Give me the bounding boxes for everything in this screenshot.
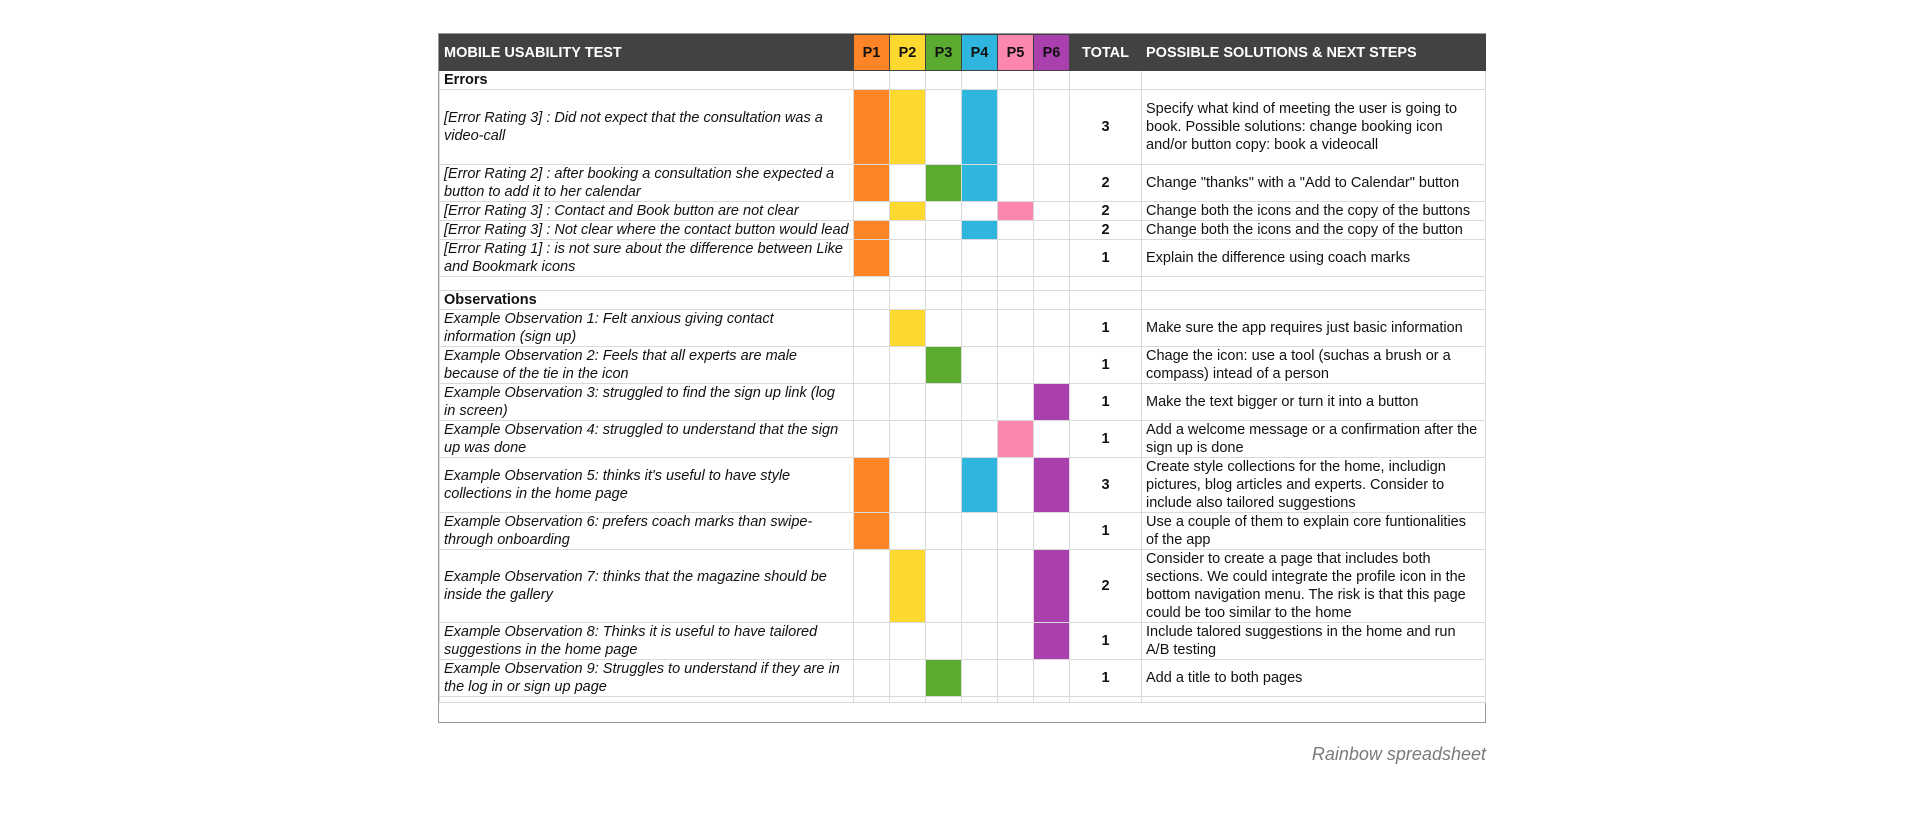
header-solutions[interactable]: POSSIBLE SOLUTIONS & NEXT STEPS — [1142, 35, 1486, 71]
issue-cell[interactable]: Example Observation 5: thinks it's useful to have style collections in the home page — [440, 458, 854, 513]
table-row — [440, 550, 1486, 623]
participant-cell-p5[interactable] — [998, 623, 1034, 660]
header-p2[interactable]: P2 — [890, 35, 926, 71]
participant-cell-p3[interactable] — [926, 347, 962, 384]
empty-cell[interactable] — [998, 291, 1034, 310]
participant-cell-p2[interactable] — [890, 165, 926, 202]
solution-cell[interactable]: Use a couple of them to explain core funtionalities of the app — [1142, 513, 1486, 550]
table-row — [440, 421, 1486, 458]
header-row — [440, 35, 1486, 71]
participant-cell-p2[interactable] — [890, 310, 926, 347]
participant-cell-p2[interactable] — [890, 221, 926, 240]
issue-cell[interactable]: Example Observation 3: struggled to find the sign up link (log in screen) — [440, 384, 854, 421]
participant-cell-p3[interactable] — [926, 90, 962, 165]
empty-cell[interactable] — [1070, 291, 1142, 310]
empty-cell[interactable] — [962, 277, 998, 291]
solution-cell[interactable]: Change both the icons and the copy of the button — [1142, 221, 1486, 240]
empty-cell[interactable] — [1142, 277, 1486, 291]
participant-cell-p6[interactable] — [1034, 421, 1070, 458]
solution-cell[interactable]: Chage the icon: use a tool (suchas a brush or a compass) intead of a person — [1142, 347, 1486, 384]
participant-cell-p3[interactable] — [926, 513, 962, 550]
participant-cell-p5[interactable] — [998, 513, 1034, 550]
participant-cell-p5[interactable] — [998, 165, 1034, 202]
empty-cell[interactable] — [998, 71, 1034, 90]
table-row — [440, 384, 1486, 421]
participant-cell-p5[interactable] — [998, 660, 1034, 697]
solution-cell[interactable]: Include talored suggestions in the home and run A/B testing — [1142, 623, 1486, 660]
empty-cell[interactable] — [890, 291, 926, 310]
participant-cell-p2[interactable] — [890, 623, 926, 660]
empty-cell[interactable] — [890, 697, 926, 703]
solution-cell[interactable]: Make sure the app requires just basic information — [1142, 310, 1486, 347]
issue-cell[interactable]: [Error Rating 2] : after booking a consultation she expected a button to add it to her calendar — [440, 165, 854, 202]
participant-cell-p5[interactable] — [998, 458, 1034, 513]
empty-cell[interactable] — [1070, 277, 1142, 291]
participant-cell-p1[interactable] — [854, 90, 890, 165]
participant-cell-p3[interactable] — [926, 165, 962, 202]
participant-cell-p4[interactable] — [962, 347, 998, 384]
participant-cell-p1[interactable] — [854, 660, 890, 697]
participant-cell-p6[interactable] — [1034, 310, 1070, 347]
table-row — [440, 660, 1486, 697]
participant-cell-p1[interactable] — [854, 165, 890, 202]
participant-cell-p1[interactable] — [854, 421, 890, 458]
participant-cell-p1[interactable] — [854, 240, 890, 277]
total-cell[interactable]: 1 — [1070, 513, 1142, 550]
empty-cell[interactable] — [926, 291, 962, 310]
empty-cell[interactable] — [962, 71, 998, 90]
issue-cell[interactable]: Example Observation 6: prefers coach marks than swipe-through onboarding — [440, 513, 854, 550]
empty-cell[interactable] — [962, 697, 998, 703]
empty-cell[interactable] — [1034, 71, 1070, 90]
participant-cell-p4[interactable] — [962, 660, 998, 697]
solution-cell[interactable]: Consider to create a page that includes both sections. We could integrate the profile icon in the bottom navigation menu. The risk is that this page could be too similar to the home — [1142, 550, 1486, 623]
participant-cell-p3[interactable] — [926, 421, 962, 458]
empty-cell[interactable] — [962, 291, 998, 310]
participant-cell-p1[interactable] — [854, 384, 890, 421]
participant-cell-p5[interactable] — [998, 202, 1034, 221]
participant-cell-p5[interactable] — [998, 550, 1034, 623]
total-cell[interactable]: 1 — [1070, 310, 1142, 347]
participant-cell-p6[interactable] — [1034, 384, 1070, 421]
participant-cell-p4[interactable] — [962, 165, 998, 202]
participant-cell-p2[interactable] — [890, 347, 926, 384]
empty-cell[interactable] — [1034, 277, 1070, 291]
empty-cell[interactable] — [926, 697, 962, 703]
participant-cell-p3[interactable] — [926, 660, 962, 697]
table-row — [440, 623, 1486, 660]
empty-cell[interactable] — [854, 697, 890, 703]
empty-cell[interactable] — [926, 277, 962, 291]
participant-cell-p1[interactable] — [854, 513, 890, 550]
participant-cell-p3[interactable] — [926, 202, 962, 221]
participant-cell-p2[interactable] — [890, 90, 926, 165]
table-row — [440, 458, 1486, 513]
issue-cell[interactable]: [Error Rating 3] : Contact and Book button are not clear — [440, 202, 854, 221]
participant-cell-p1[interactable] — [854, 221, 890, 240]
issue-cell[interactable]: [Error Rating 3] : Not clear where the contact button would lead — [440, 221, 854, 240]
section-title-errors[interactable]: Errors — [440, 71, 854, 90]
participant-cell-p6[interactable] — [1034, 221, 1070, 240]
header-title[interactable]: MOBILE USABILITY TEST — [440, 35, 854, 71]
participant-cell-p5[interactable] — [998, 310, 1034, 347]
header-p3[interactable]: P3 — [926, 35, 962, 71]
empty-cell[interactable] — [1142, 71, 1486, 90]
total-cell[interactable]: 1 — [1070, 347, 1142, 384]
total-cell[interactable]: 2 — [1070, 221, 1142, 240]
participant-cell-p6[interactable] — [1034, 550, 1070, 623]
solution-cell[interactable]: Change both the icons and the copy of the buttons — [1142, 202, 1486, 221]
issue-cell[interactable]: [Error Rating 1] : is not sure about the difference between Like and Bookmark icons — [440, 240, 854, 277]
issue-cell[interactable]: Example Observation 1: Felt anxious giving contact information (sign up) — [440, 310, 854, 347]
empty-cell[interactable] — [890, 277, 926, 291]
solution-cell[interactable]: Add a welcome message or a confirmation after the sign up is done — [1142, 421, 1486, 458]
empty-cell[interactable] — [998, 277, 1034, 291]
participant-cell-p6[interactable] — [1034, 202, 1070, 221]
participant-cell-p2[interactable] — [890, 513, 926, 550]
participant-cell-p5[interactable] — [998, 347, 1034, 384]
empty-cell[interactable] — [440, 277, 854, 291]
participant-cell-p6[interactable] — [1034, 90, 1070, 165]
participant-cell-p4[interactable] — [962, 623, 998, 660]
participant-cell-p5[interactable] — [998, 90, 1034, 165]
participant-cell-p2[interactable] — [890, 384, 926, 421]
total-cell[interactable]: 1 — [1070, 660, 1142, 697]
participant-cell-p4[interactable] — [962, 221, 998, 240]
empty-cell[interactable] — [1034, 697, 1070, 703]
participant-cell-p2[interactable] — [890, 240, 926, 277]
solution-cell[interactable]: Make the text bigger or turn it into a button — [1142, 384, 1486, 421]
table-row — [440, 347, 1486, 384]
participant-cell-p3[interactable] — [926, 458, 962, 513]
participant-cell-p4[interactable] — [962, 458, 998, 513]
caption: Rainbow spreadsheet — [1311, 744, 1486, 764]
participant-cell-p4[interactable] — [962, 550, 998, 623]
empty-cell[interactable] — [998, 697, 1034, 703]
table-row — [440, 240, 1486, 277]
table-row — [440, 513, 1486, 550]
empty-cell[interactable] — [1034, 291, 1070, 310]
section-title-observations[interactable]: Observations — [440, 291, 854, 310]
issue-cell[interactable]: [Error Rating 3] : Did not expect that the consultation was a video-call — [440, 90, 854, 165]
empty-cell[interactable] — [1142, 697, 1486, 703]
participant-cell-p2[interactable] — [890, 660, 926, 697]
participant-cell-p2[interactable] — [890, 550, 926, 623]
participant-cell-p3[interactable] — [926, 550, 962, 623]
empty-cell[interactable] — [440, 697, 854, 703]
usability-spreadsheet — [438, 33, 1486, 723]
table-row — [440, 90, 1486, 165]
usability-table — [439, 34, 1486, 703]
participant-cell-p4[interactable] — [962, 513, 998, 550]
participant-cell-p6[interactable] — [1034, 347, 1070, 384]
table-row — [440, 310, 1486, 347]
section-row-errors — [440, 71, 1486, 90]
participant-cell-p2[interactable] — [890, 458, 926, 513]
empty-cell[interactable] — [890, 71, 926, 90]
issue-cell[interactable]: Example Observation 9: Struggles to understand if they are in the log in or sign up page — [440, 660, 854, 697]
blank-row — [440, 277, 1486, 291]
table-row — [440, 165, 1486, 202]
participant-cell-p6[interactable] — [1034, 458, 1070, 513]
empty-cell[interactable] — [854, 291, 890, 310]
empty-cell[interactable] — [926, 71, 962, 90]
participant-cell-p4[interactable] — [962, 202, 998, 221]
empty-cell[interactable] — [1070, 71, 1142, 90]
header-p6[interactable]: P6 — [1034, 35, 1070, 71]
participant-cell-p6[interactable] — [1034, 165, 1070, 202]
participant-cell-p3[interactable] — [926, 623, 962, 660]
participant-cell-p6[interactable] — [1034, 240, 1070, 277]
table-body — [440, 71, 1486, 703]
total-cell[interactable]: 1 — [1070, 421, 1142, 458]
empty-cell[interactable] — [1142, 291, 1486, 310]
solution-cell[interactable]: Explain the difference using coach marks — [1142, 240, 1486, 277]
total-cell[interactable]: 2 — [1070, 165, 1142, 202]
empty-cell[interactable] — [854, 71, 890, 90]
empty-cell[interactable] — [854, 277, 890, 291]
section-row-observations — [440, 291, 1486, 310]
participant-cell-p3[interactable] — [926, 240, 962, 277]
total-cell[interactable]: 1 — [1070, 240, 1142, 277]
participant-cell-p4[interactable] — [962, 421, 998, 458]
solution-cell[interactable]: Add a title to both pages — [1142, 660, 1486, 697]
participant-cell-p2[interactable] — [890, 421, 926, 458]
issue-cell[interactable]: Example Observation 8: Thinks it is useful to have tailored suggestions in the home page — [440, 623, 854, 660]
solution-cell[interactable]: Specify what kind of meeting the user is going to book. Possible solutions: change booking icon and/or button copy: book a videocall — [1142, 90, 1486, 165]
total-cell[interactable]: 1 — [1070, 623, 1142, 660]
table-row — [440, 221, 1486, 240]
participant-cell-p3[interactable] — [926, 221, 962, 240]
participant-cell-p2[interactable] — [890, 202, 926, 221]
participant-cell-p1[interactable] — [854, 550, 890, 623]
participant-cell-p3[interactable] — [926, 384, 962, 421]
total-cell[interactable]: 2 — [1070, 550, 1142, 623]
issue-cell[interactable]: Example Observation 2: Feels that all experts are male because of the tie in the icon — [440, 347, 854, 384]
participant-cell-p1[interactable] — [854, 347, 890, 384]
participant-cell-p1[interactable] — [854, 202, 890, 221]
participant-cell-p1[interactable] — [854, 458, 890, 513]
participant-cell-p5[interactable] — [998, 384, 1034, 421]
header-p1[interactable]: P1 — [854, 35, 890, 71]
total-cell[interactable]: 2 — [1070, 202, 1142, 221]
participant-cell-p6[interactable] — [1034, 623, 1070, 660]
issue-cell[interactable]: Example Observation 7: thinks that the magazine should be inside the gallery — [440, 550, 854, 623]
blank-row — [440, 697, 1486, 703]
participant-cell-p6[interactable] — [1034, 513, 1070, 550]
table-row — [440, 202, 1486, 221]
participant-cell-p1[interactable] — [854, 310, 890, 347]
participant-cell-p4[interactable] — [962, 240, 998, 277]
solution-cell[interactable]: Create style collections for the home, includign pictures, blog articles and experts. Consider to include also tailored suggestions — [1142, 458, 1486, 513]
total-cell[interactable]: 3 — [1070, 458, 1142, 513]
participant-cell-p5[interactable] — [998, 240, 1034, 277]
total-cell[interactable]: 1 — [1070, 384, 1142, 421]
participant-cell-p5[interactable] — [998, 421, 1034, 458]
participant-cell-p4[interactable] — [962, 90, 998, 165]
solution-cell[interactable]: Change "thanks" with a "Add to Calendar" button — [1142, 165, 1486, 202]
header-total[interactable]: TOTAL — [1070, 35, 1142, 71]
participant-cell-p1[interactable] — [854, 623, 890, 660]
issue-cell[interactable]: Example Observation 4: struggled to understand that the sign up was done — [440, 421, 854, 458]
empty-cell[interactable] — [1070, 697, 1142, 703]
participant-cell-p6[interactable] — [1034, 660, 1070, 697]
total-cell[interactable]: 3 — [1070, 90, 1142, 165]
participant-cell-p4[interactable] — [962, 384, 998, 421]
participant-cell-p3[interactable] — [926, 310, 962, 347]
header-p5[interactable]: P5 — [998, 35, 1034, 71]
header-p4[interactable]: P4 — [962, 35, 998, 71]
participant-cell-p5[interactable] — [998, 221, 1034, 240]
participant-cell-p4[interactable] — [962, 310, 998, 347]
